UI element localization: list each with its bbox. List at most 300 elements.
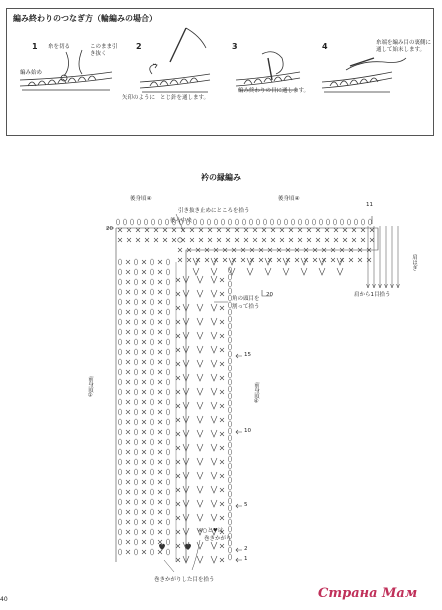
left-chain <box>150 279 153 285</box>
top-band-sc <box>343 228 347 232</box>
side-sc <box>220 502 224 506</box>
top-band-v <box>283 268 289 275</box>
left-chain <box>134 399 137 405</box>
left-chain <box>118 389 121 395</box>
left-chain <box>118 279 121 285</box>
left-sc <box>126 540 130 544</box>
side-chain <box>228 470 231 476</box>
heart-marker <box>159 544 165 550</box>
row-11: 11 <box>366 202 373 208</box>
left-sc <box>142 390 146 394</box>
label-corner-note-1: 角の頭目を <box>232 296 260 302</box>
top-band-chain <box>221 219 224 225</box>
left-chain <box>134 329 137 335</box>
left-chain <box>118 509 121 515</box>
top-band-sc <box>370 238 374 242</box>
left-chain <box>118 259 121 265</box>
side-chain <box>228 491 231 497</box>
label-front-left: 前身頃① <box>87 376 93 399</box>
left-sc <box>158 540 162 544</box>
left-chain <box>118 459 121 465</box>
top-band-v <box>337 258 343 265</box>
side-sc <box>220 530 224 534</box>
left-sc <box>142 340 146 344</box>
left-chain <box>134 359 137 365</box>
step-number-3: 3 <box>232 42 238 51</box>
instruction-title: 編み終わりのつなぎ方（輪編みの場合） <box>13 14 157 23</box>
left-sc <box>142 350 146 354</box>
side-chain <box>228 512 231 518</box>
left-sc <box>158 430 162 434</box>
side-v <box>211 276 217 283</box>
top-band-sc <box>325 228 329 232</box>
left-sc <box>158 480 162 484</box>
top-band-v <box>319 258 325 265</box>
left-sc <box>142 280 146 284</box>
side-chain <box>228 358 231 364</box>
left-chain <box>118 479 121 485</box>
left-chain <box>150 529 153 535</box>
top-band-v <box>229 258 235 265</box>
left-sc <box>158 280 162 284</box>
left-chain <box>166 459 169 465</box>
top-band-v <box>283 258 289 265</box>
side-v <box>197 528 203 535</box>
left-chain <box>118 449 121 455</box>
left-chain <box>166 499 169 505</box>
left-sc <box>142 460 146 464</box>
left-chain <box>118 519 121 525</box>
left-sc <box>142 320 146 324</box>
top-band-sc <box>370 228 374 232</box>
step1-label-cut: 糸を切る <box>48 44 71 50</box>
side-chain <box>228 407 231 413</box>
top-band-sc <box>172 238 176 242</box>
left-sc <box>142 410 146 414</box>
left-chain <box>166 259 169 265</box>
side-v <box>197 556 203 563</box>
row-10: 10 <box>244 428 251 434</box>
left-sc <box>126 290 130 294</box>
left-chain <box>134 299 137 305</box>
top-band-sc <box>280 238 284 242</box>
side-sc <box>220 488 224 492</box>
left-chain <box>150 389 153 395</box>
top-band-chain <box>207 219 210 225</box>
top-band-sc <box>235 228 239 232</box>
side-sc <box>220 306 224 310</box>
left-sc <box>126 460 130 464</box>
top-band-sc <box>244 228 248 232</box>
left-chain <box>166 479 169 485</box>
top-band-chain <box>249 219 252 225</box>
top-band-chain <box>263 219 266 225</box>
side-chain <box>228 302 231 308</box>
side-chain <box>228 554 231 560</box>
side-v <box>211 472 217 479</box>
left-sc <box>126 360 130 364</box>
top-band-sc <box>208 238 212 242</box>
left-sc <box>158 420 162 424</box>
bottom-leader <box>164 560 174 572</box>
top-band-sc <box>190 228 194 232</box>
side-sc <box>176 558 180 562</box>
left-chain <box>150 439 153 445</box>
left-chain <box>166 449 169 455</box>
left-sc <box>158 290 162 294</box>
left-chain <box>150 269 153 275</box>
left-chain <box>166 309 169 315</box>
left-chain <box>166 299 169 305</box>
side-chain <box>228 421 231 427</box>
top-band-sc <box>205 258 209 262</box>
left-sc <box>126 260 130 264</box>
left-chain <box>134 529 137 535</box>
top-band-sc <box>226 228 230 232</box>
top-band-sc <box>295 258 299 262</box>
left-sc <box>158 550 162 554</box>
left-chain <box>166 429 169 435</box>
side-v <box>197 542 203 549</box>
label-shoulder-pick: 肩から1目拾う <box>354 292 391 298</box>
step3-label: 編み終わりの目に通します。 <box>238 88 310 94</box>
left-sc <box>126 380 130 384</box>
left-sc <box>126 310 130 314</box>
side-chain <box>228 400 231 406</box>
top-band-chain <box>130 219 133 225</box>
left-chain <box>166 469 169 475</box>
left-sc <box>142 450 146 454</box>
left-sc <box>158 350 162 354</box>
top-band-sc <box>145 228 149 232</box>
left-chain <box>150 379 153 385</box>
left-chain <box>134 499 137 505</box>
side-v <box>211 388 217 395</box>
left-chain <box>166 279 169 285</box>
left-sc <box>142 290 146 294</box>
left-sc <box>158 490 162 494</box>
top-band-v <box>319 268 325 275</box>
left-chain <box>134 269 137 275</box>
top-band-sc <box>307 238 311 242</box>
top-band-v <box>211 268 217 275</box>
side-v <box>211 500 217 507</box>
top-band-sc <box>361 228 365 232</box>
legend-line-1: ※○と♥は <box>198 528 224 534</box>
step4-label-b: 通して始末します。 <box>376 47 426 53</box>
left-chain <box>150 289 153 295</box>
side-sc <box>220 390 224 394</box>
left-sc <box>142 500 146 504</box>
left-sc <box>142 540 146 544</box>
top-band-chain <box>333 219 336 225</box>
top-band-sc <box>352 238 356 242</box>
side-chain <box>228 428 231 434</box>
side-sc <box>220 516 224 520</box>
left-chain <box>134 419 137 425</box>
left-sc <box>158 460 162 464</box>
top-band-v <box>301 258 307 265</box>
top-band-chain <box>361 219 364 225</box>
top-band-chain <box>172 219 175 225</box>
label-bottom-note: 巻きかがりした目を拾う <box>154 577 215 583</box>
left-sc <box>158 530 162 534</box>
left-chain <box>166 359 169 365</box>
label-back-right: 後身頃④ <box>278 196 300 202</box>
top-band-chain <box>151 219 154 225</box>
side-chain <box>228 393 231 399</box>
step1-label-pull: このまま引き抜く <box>90 44 118 57</box>
side-v <box>197 402 203 409</box>
left-chain <box>134 349 137 355</box>
side-sc <box>176 404 180 408</box>
left-sc <box>142 430 146 434</box>
left-chain <box>118 379 121 385</box>
left-chain <box>150 339 153 345</box>
left-sc <box>142 370 146 374</box>
top-band-sc <box>136 238 140 242</box>
top-band-sc <box>271 228 275 232</box>
left-sc <box>126 530 130 534</box>
top-band-chain <box>137 219 140 225</box>
side-v <box>211 346 217 353</box>
top-band-sc <box>358 258 362 262</box>
top-band-chain <box>312 219 315 225</box>
left-chain <box>118 399 121 405</box>
top-band-sc <box>316 228 320 232</box>
left-sc <box>158 310 162 314</box>
row-20-side: 20 <box>266 292 273 298</box>
top-band-sc <box>313 258 317 262</box>
left-chain <box>166 369 169 375</box>
top-band-sc <box>199 228 203 232</box>
left-sc <box>142 470 146 474</box>
side-chain <box>228 449 231 455</box>
top-band-chain <box>305 219 308 225</box>
step-number-2: 2 <box>136 42 142 51</box>
left-sc <box>158 360 162 364</box>
left-sc <box>126 510 130 514</box>
side-v <box>211 444 217 451</box>
side-sc <box>220 320 224 324</box>
side-chain <box>228 295 231 301</box>
left-chain <box>150 359 153 365</box>
left-chain <box>134 379 137 385</box>
left-chain <box>166 549 169 555</box>
top-band-chain <box>277 219 280 225</box>
side-sc <box>220 460 224 464</box>
left-chain <box>134 259 137 265</box>
side-v <box>197 444 203 451</box>
side-sc <box>220 418 224 422</box>
left-chain <box>166 439 169 445</box>
side-sc <box>176 502 180 506</box>
side-sc <box>220 432 224 436</box>
side-v <box>197 276 203 283</box>
left-chain <box>118 369 121 375</box>
top-band-v <box>265 258 271 265</box>
side-chain <box>228 330 231 336</box>
left-sc <box>142 550 146 554</box>
row-arrow <box>236 504 242 508</box>
side-v <box>197 318 203 325</box>
side-v <box>197 416 203 423</box>
side-sc <box>176 530 180 534</box>
top-band-v <box>211 258 217 265</box>
step-number-4: 4 <box>322 42 328 51</box>
top-band-sc <box>118 228 122 232</box>
left-sc <box>142 330 146 334</box>
top-band-sc <box>280 228 284 232</box>
side-v <box>197 458 203 465</box>
left-sc <box>142 480 146 484</box>
page-number: 40 <box>0 596 8 603</box>
left-chain <box>134 409 137 415</box>
left-chain <box>150 329 153 335</box>
top-band-v <box>247 268 253 275</box>
top-band-chain <box>319 219 322 225</box>
side-chain <box>228 442 231 448</box>
side-sc <box>220 446 224 450</box>
top-band-chain <box>186 219 189 225</box>
side-v <box>211 514 217 521</box>
top-band-sc <box>163 238 167 242</box>
side-v <box>197 388 203 395</box>
side-v <box>197 486 203 493</box>
left-sc <box>158 450 162 454</box>
left-chain <box>118 439 121 445</box>
row-2: 2 <box>244 546 248 552</box>
left-chain <box>166 269 169 275</box>
side-v <box>211 360 217 367</box>
top-band-sc <box>136 228 140 232</box>
row-arrow <box>236 558 242 562</box>
side-v <box>211 374 217 381</box>
side-chain <box>228 540 231 546</box>
top-band-v <box>337 268 343 275</box>
top-band-sc <box>118 238 122 242</box>
step2-label-b: とじ針を通します。 <box>160 95 210 101</box>
left-chain <box>150 419 153 425</box>
side-v <box>211 332 217 339</box>
top-band-sc <box>241 258 245 262</box>
left-chain <box>118 309 121 315</box>
top-band-sc <box>334 228 338 232</box>
top-band-sc <box>289 238 293 242</box>
side-sc <box>220 362 224 366</box>
side-chain <box>228 274 231 280</box>
step-number-1: 1 <box>32 42 38 51</box>
left-chain <box>118 269 121 275</box>
left-sc <box>142 380 146 384</box>
left-sc <box>142 400 146 404</box>
top-band-sc <box>349 258 353 262</box>
side-chain <box>228 372 231 378</box>
step4-label-a: 糸端を編み目の裏側に <box>376 40 432 46</box>
left-chain <box>118 339 121 345</box>
top-band-chain <box>270 219 273 225</box>
chart-title: 衿の縁編み <box>201 173 241 182</box>
label-corner-note-2: 割って拾う <box>232 304 260 310</box>
label-shoulder-seam: 肩はぎ <box>411 254 417 271</box>
left-chain <box>134 389 137 395</box>
left-chain <box>150 399 153 405</box>
left-sc <box>158 520 162 524</box>
legend-line-2: 巻きかがり <box>204 536 232 542</box>
side-v <box>211 542 217 549</box>
label-front-right: 前身頃④ <box>253 382 259 405</box>
side-sc <box>176 306 180 310</box>
side-chain <box>228 435 231 441</box>
left-chain <box>118 529 121 535</box>
top-band-sc <box>244 238 248 242</box>
left-sc <box>142 300 146 304</box>
left-sc <box>126 490 130 494</box>
side-sc <box>176 376 180 380</box>
side-sc <box>220 544 224 548</box>
left-chain <box>134 489 137 495</box>
left-chain <box>166 379 169 385</box>
left-sc <box>126 270 130 274</box>
top-band-chain <box>340 219 343 225</box>
top-band-chain <box>193 219 196 225</box>
side-v <box>211 402 217 409</box>
top-band-sc <box>172 228 176 232</box>
left-sc <box>126 370 130 374</box>
side-chain <box>228 365 231 371</box>
top-band-sc <box>325 238 329 242</box>
left-sc <box>126 480 130 484</box>
left-chain <box>118 409 121 415</box>
side-v <box>197 374 203 381</box>
left-sc <box>158 380 162 384</box>
top-band-chain <box>368 219 371 225</box>
left-chain <box>118 289 121 295</box>
top-band-sc <box>187 258 191 262</box>
side-v <box>197 430 203 437</box>
top-band-sc <box>226 238 230 242</box>
side-sc <box>176 516 180 520</box>
top-band-sc <box>127 228 131 232</box>
left-sc <box>126 440 130 444</box>
left-chain <box>134 509 137 515</box>
side-v <box>211 304 217 311</box>
left-chain <box>166 319 169 325</box>
left-chain <box>166 509 169 515</box>
side-chain <box>228 386 231 392</box>
left-sc <box>158 500 162 504</box>
chart-border <box>116 228 378 562</box>
left-sc <box>126 320 130 324</box>
left-sc <box>158 320 162 324</box>
left-chain <box>150 349 153 355</box>
side-sc <box>176 418 180 422</box>
left-sc <box>158 260 162 264</box>
step1-label-start: 編み始め <box>20 70 43 76</box>
left-chain <box>134 549 137 555</box>
side-chain <box>228 344 231 350</box>
side-sc <box>176 488 180 492</box>
top-band-sc <box>331 258 335 262</box>
top-band-sc <box>199 238 203 242</box>
side-chain <box>228 547 231 553</box>
side-sc <box>220 278 224 282</box>
side-v <box>211 416 217 423</box>
top-band-chain <box>116 219 119 225</box>
side-sc <box>176 432 180 436</box>
left-chain <box>134 339 137 345</box>
side-v <box>211 528 217 535</box>
